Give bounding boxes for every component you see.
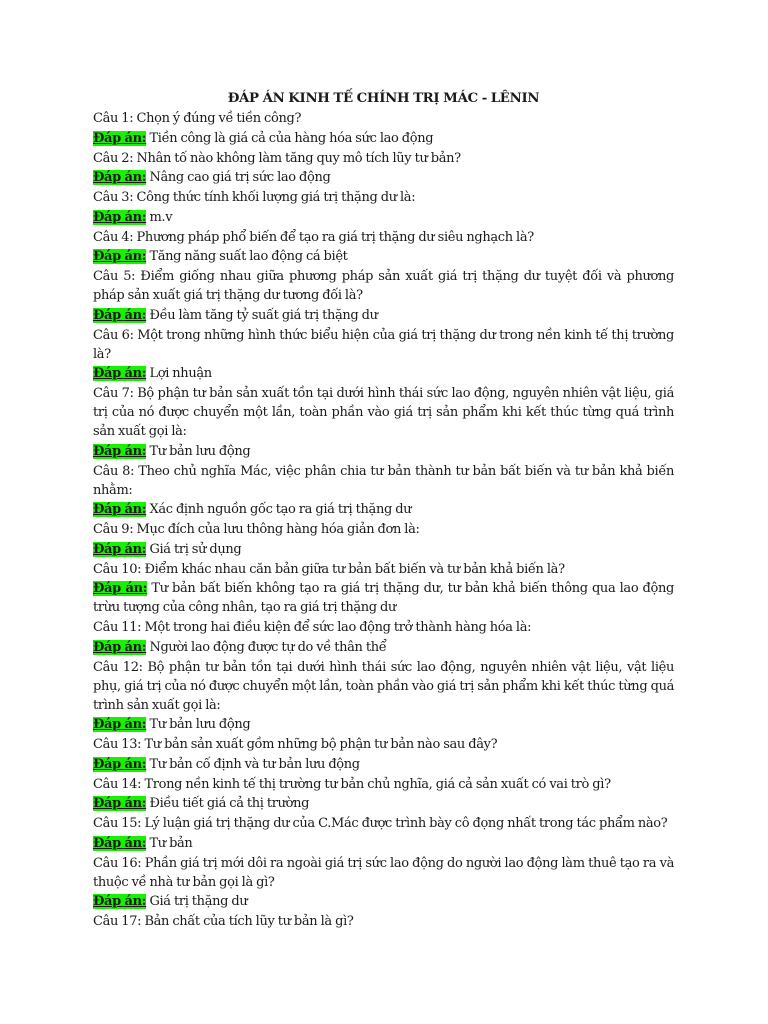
answer-text: m.v (149, 209, 173, 225)
answer-label: Đáp án: (93, 130, 147, 146)
qa-list (93, 109, 674, 931)
answer-line (93, 168, 674, 187)
answer-label: Đáp án: (93, 443, 147, 459)
answer-line (93, 306, 674, 325)
answer-label: Đáp án: (93, 249, 147, 264)
answer-text: Đều làm tăng tỷ suất giá trị thặng dư (149, 307, 378, 323)
answer-line (93, 129, 674, 148)
answer-line (93, 364, 674, 383)
answer-text: Giá trị thặng dư (149, 894, 248, 909)
question-text: Câu 15: Lý luận giá trị thặng dư của C.Mác được trình bày cô đọng nhất trong tác phẩm nào? (93, 816, 668, 831)
answer-text: Điều tiết giá cả thị trường (149, 796, 310, 811)
answer-label: Đáp án: (93, 209, 147, 225)
answer-line (93, 715, 674, 734)
answer-label: Đáp án: (93, 541, 147, 557)
answer-text: Tiền công là giá cả của hàng hóa sức lao động (149, 130, 434, 146)
answer-line (93, 755, 674, 774)
answer-line (93, 834, 674, 853)
answer-text: Lợi nhuận (149, 366, 212, 381)
question-text: Câu 8: Theo chủ nghĩa Mác, việc phân chia tư bản thành tư bản bất biến và tư bản khả biến nhằm: (93, 463, 674, 498)
document-title: ĐÁP ÁN KINH TẾ CHÍNH TRỊ MÁC - LÊNIN (227, 91, 540, 106)
question-text: Câu 13: Tư bản sản xuất gồm những bộ phận tư bản nào sau đây? (93, 737, 498, 752)
answer-text: Tư bản cố định và tư bản lưu động (149, 756, 360, 772)
answer-label: Đáp án: (93, 756, 147, 772)
answer-line (93, 500, 674, 519)
answer-text: Tư bản lưu động (149, 443, 251, 459)
question-text: Câu 5: Điểm giống nhau giữa phương pháp sản xuất giá trị thặng dư tuyệt đối và phương pháp sản xuất giá trị thặng dư tương đối là? (93, 269, 674, 303)
answer-label: Đáp án: (93, 307, 147, 323)
question-text: Câu 12: Bộ phận tư bản tồn tại dưới hình thái sức lao động, nguyên nhiên vật liệu, vật liệu phụ, giá trị của nó được chuyển một lần, toàn phần vào giá trị sản phẩm khi kết thúc từng quá trình sản xuất gọi là: (93, 659, 674, 713)
question-text: Câu 7: Bộ phận tư bản sản xuất tồn tại dưới hình thái sức lao động, nguyên nhiên vật liệu, giá trị của nó được chuyển một lần, toàn phần vào giá trị sản phẩm khi kết thúc từng quá trình sản xuất gọi là: (93, 386, 674, 439)
question-text: Câu 17: Bản chất của tích lũy tư bản là gì? (93, 914, 354, 929)
answer-line (93, 208, 674, 227)
answer-label: Đáp án: (93, 894, 147, 909)
answer-text: Nâng cao giá trị sức lao động (149, 170, 331, 185)
answer-line (93, 247, 674, 266)
answer-line (93, 579, 674, 617)
question-text: Câu 10: Điểm khác nhau căn bản giữa tư bản bất biến và tư bản khả biến là? (93, 561, 565, 577)
answer-text: Tư bản lưu động (149, 717, 251, 732)
answer-label: Đáp án: (93, 581, 148, 596)
question-text: Câu 2: Nhân tố nào không làm tăng quy mô tích lũy tư bản? (93, 150, 461, 166)
question-text: Câu 11: Một trong hai điều kiện để sức lao động trở thành hàng hóa là: (93, 620, 532, 635)
answer-label: Đáp án: (93, 366, 147, 381)
answer-text: Xác định nguồn gốc tạo ra giá trị thặng dư (149, 502, 412, 517)
answer-text: Giá trị sử dụng (149, 541, 242, 557)
answer-line (93, 540, 674, 559)
answer-label: Đáp án: (93, 170, 147, 185)
question-text: Câu 4: Phương pháp phổ biến để tạo ra giá trị thặng dư siêu nghạch là? (93, 229, 534, 245)
answer-line (93, 892, 674, 911)
answer-label: Đáp án: (93, 835, 147, 851)
question-text: Câu 9: Mục đích của lưu thông hàng hóa giản đơn là: (93, 522, 420, 537)
answer-text: Tư bản (149, 835, 193, 851)
answer-label: Đáp án: (93, 717, 147, 732)
answer-text: Tăng năng suất lao động cá biệt (149, 249, 348, 264)
question-text: Câu 6: Một trong những hình thức biểu hiện của giá trị thặng dư trong nền kinh tế thị trường là? (93, 327, 674, 362)
answer-line (93, 794, 674, 813)
question-text: Câu 1: Chọn ý đúng về tiền công? (93, 111, 302, 126)
answer-line (93, 442, 674, 461)
question-text: Câu 3: Công thức tính khối lượng giá trị thặng dư là: (93, 190, 416, 205)
answer-line (93, 638, 674, 657)
answer-label: Đáp án: (93, 639, 147, 655)
answer-label: Đáp án: (93, 502, 147, 517)
question-text: Câu 16: Phần giá trị mới dôi ra ngoài giá trị sức lao động do người lao động làm thuê tạo ra và thuộc về nhà tư bản gọi là gì? (93, 855, 674, 890)
question-text: Câu 14: Trong nền kinh tế thị trường tư bản chủ nghĩa, giá cả sản xuất có vai trò gì? (93, 776, 611, 792)
answer-label: Đáp án: (93, 796, 147, 811)
answer-text: Người lao động được tự do về thân thể (149, 639, 387, 655)
answer-text: Tư bản bất biến không tạo ra giá trị thặng dư, tư bản khả biến thông qua lao động trừu tượng của công nhân, tạo ra giá trị thặng dư (93, 581, 674, 615)
